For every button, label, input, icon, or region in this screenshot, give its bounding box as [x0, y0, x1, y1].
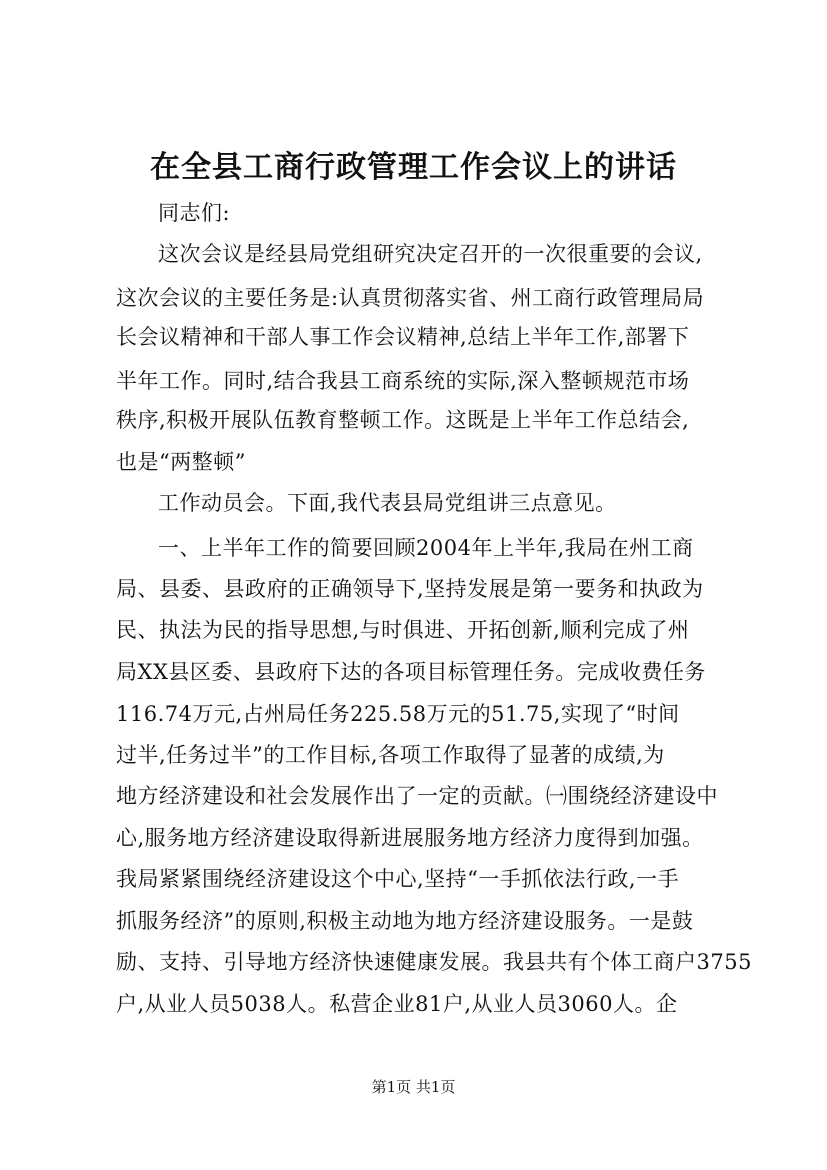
paragraph-line: 半年工作。同时,结合我县工商系统的实际,深入整顿规范市场 [116, 369, 690, 393]
paragraph-line: 我局紧紧围绕经济建设这个中心,坚持“一手抓依法行政,一手 [116, 867, 680, 891]
page-number-footer: 第1页 共1页 [371, 1078, 456, 1096]
paragraph-line: 一、上半年工作的简要回顾2004年上半年,我局在州工商 [158, 536, 694, 560]
paragraph-line: 过半,任务过半”的工作目标,各项工作取得了显著的成绩,为 [116, 743, 665, 767]
paragraph-line: 这次会议的主要任务是:认真贯彻落实省、州工商行政管理局局 [116, 286, 705, 310]
paragraph-line: 这次会议是经县局党组研究决定召开的一次很重要的会议, [158, 242, 703, 266]
paragraph-line: 长会议精神和干部人事工作会议精神,总结上半年工作,部署下 [116, 325, 690, 349]
paragraph-line: 户,从业人员5038人。私营企业81户,从业人员3060人。企 [116, 992, 678, 1016]
paragraph-line: 工作动员会。下面,我代表县局党组讲三点意见。 [158, 491, 617, 515]
paragraph-line: 局XX县区委、县政府下达的各项目标管理任务。完成收费任务 [116, 660, 706, 684]
paragraph-line: 心,服务地方经济建设取得新进展服务地方经济力度得到加强。 [116, 826, 704, 850]
paragraph-line: 地方经济建设和社会发展作出了一定的贡献。㈠围绕经济建设中 [116, 784, 718, 808]
paragraph-line: 励、支持、引导地方经济快速健康发展。我县共有个体工商户3755 [116, 950, 752, 974]
document-title: 在全县工商行政管理工作会议上的讲话 [150, 150, 677, 185]
paragraph-line: 同志们: [158, 201, 231, 225]
paragraph-line: 局、县委、县政府的正确领导下,坚持发展是第一要务和执政为 [116, 577, 704, 601]
paragraph-line: 116.74万元,占州局任务225.58万元的51.75,实现了“时间 [116, 702, 680, 726]
paragraph-line: 民、执法为民的指导思想,与时俱进、开拓创新,顺利完成了州 [116, 618, 690, 642]
paragraph-line: 秩序,积极开展队伍教育整顿工作。这既是上半年工作总结会, [116, 408, 690, 432]
paragraph-line: 也是“两整顿” [116, 450, 246, 474]
paragraph-line: 抓服务经济”的原则,积极主动地为地方经济建设服务。一是鼓 [116, 909, 694, 933]
